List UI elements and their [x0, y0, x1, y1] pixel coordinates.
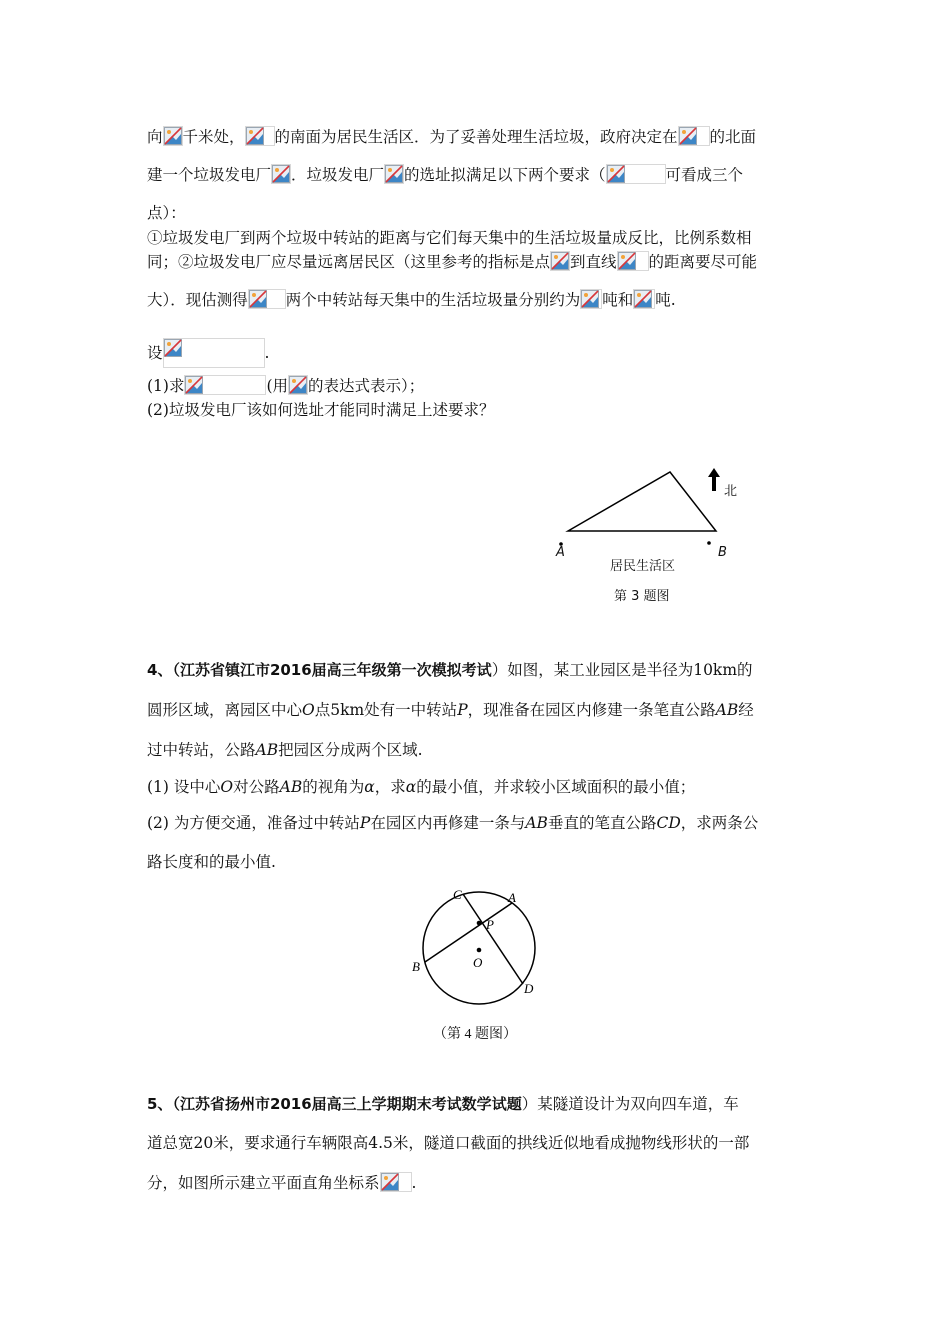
p5-line-3: 分，如图所示建立平面直角坐标系 . [147, 1174, 417, 1192]
point-p-dot [477, 921, 482, 926]
broken-image-icon [380, 1172, 412, 1192]
p3-line-4: ①垃圾发电厂到两个垃圾中转站的距离与它们每天集中的生活垃圾量成反比，比例系数相 [147, 229, 752, 247]
road-cd [463, 894, 523, 984]
p4-question-2: (2) 为方便交通，准备过中转站P在园区内再修建一条与AB垂直的笔直公路CD，求两条公 [147, 814, 759, 832]
p3-question-2: (2)垃圾发电厂该如何选址才能同时满足上述要求？ [147, 401, 495, 419]
triangle [568, 472, 716, 531]
p5-line-2: 道总宽20米，要求通行车辆限高4.5米，隧道口截面的拱线近似地看成抛物线形状的一部 [147, 1134, 750, 1152]
label-a: A [508, 890, 516, 905]
label-b: B [412, 959, 420, 974]
p5-number: 5、 [147, 1095, 173, 1113]
p4-question-1: (1) 设中心O对公路AB的视角为α，求α的最小值，并求较小区域面积的最小值； [147, 778, 696, 796]
figure-3-caption: 第 3 题图 [614, 589, 670, 604]
p4-line-last: 路长度和的最小值. [147, 853, 276, 871]
point-o-dot [477, 948, 482, 953]
label-o: O [473, 955, 483, 970]
point-a-label: A [556, 545, 565, 560]
p3-line-5: 同；②垃圾发电厂应尽量远离居民区（这里参考的指标是点 到直线 的距离要尽可能 [147, 253, 758, 271]
p4-line-1: 4、（江苏省镇江市2016届高三年级第一次模拟考试）如图，某工业园区是半径为10km的 [147, 661, 753, 679]
label-c: C [453, 887, 462, 902]
north-label: 北 [724, 484, 738, 499]
road-ab [425, 903, 512, 962]
figure-4-caption: （第 4 题图） [433, 1027, 517, 1042]
figure-3-diagram [0, 0, 950, 620]
label-d: D [524, 981, 534, 996]
p4-line-3: 过中转站，公路AB把园区分成两个区域. [147, 741, 423, 759]
north-arrow-icon [708, 468, 720, 477]
p4-source: （江苏省镇江市2016届高三年级第一次模拟考试 [172, 661, 492, 679]
p3-line-6: 大）．现估测得 两个中转站每天集中的生活垃圾量分别约为 吨和 吨. [147, 291, 676, 309]
p3-line-2: 建一个垃圾发电厂 ．垃圾发电厂 的选址拟满足以下两个要求（ 可看成三个 [147, 166, 744, 184]
p4-line-2: 圆形区域，离园区中心O点5km处有一中转站P，现准备在园区内修建一条笔直公路AB经 [147, 701, 754, 719]
figure-4-diagram [400, 880, 560, 1020]
p5-line-1: 5、（江苏省扬州市2016届高三上学期期末考试数学试题）某隧道设计为双向四车道，车 [147, 1095, 739, 1113]
p5-source: （江苏省扬州市2016届高三上学期期末考试数学试题 [172, 1095, 522, 1113]
p3-question-1: (1)求 (用 的表达式表示）； [147, 377, 425, 395]
p4-number: 4、 [147, 661, 173, 679]
residential-area-label: 居民生活区 [610, 559, 676, 574]
label-p: P [486, 917, 494, 932]
p3-line-1: 向 千米处， 的南面为居民生活区．为了妥善处理生活垃圾，政府决定在 的北面 [147, 128, 757, 146]
p3-line-3: 点）： [147, 204, 186, 222]
point-b-label: B [718, 545, 727, 560]
point-b-dot [707, 541, 711, 545]
p3-line-7: 设 . [147, 338, 269, 368]
